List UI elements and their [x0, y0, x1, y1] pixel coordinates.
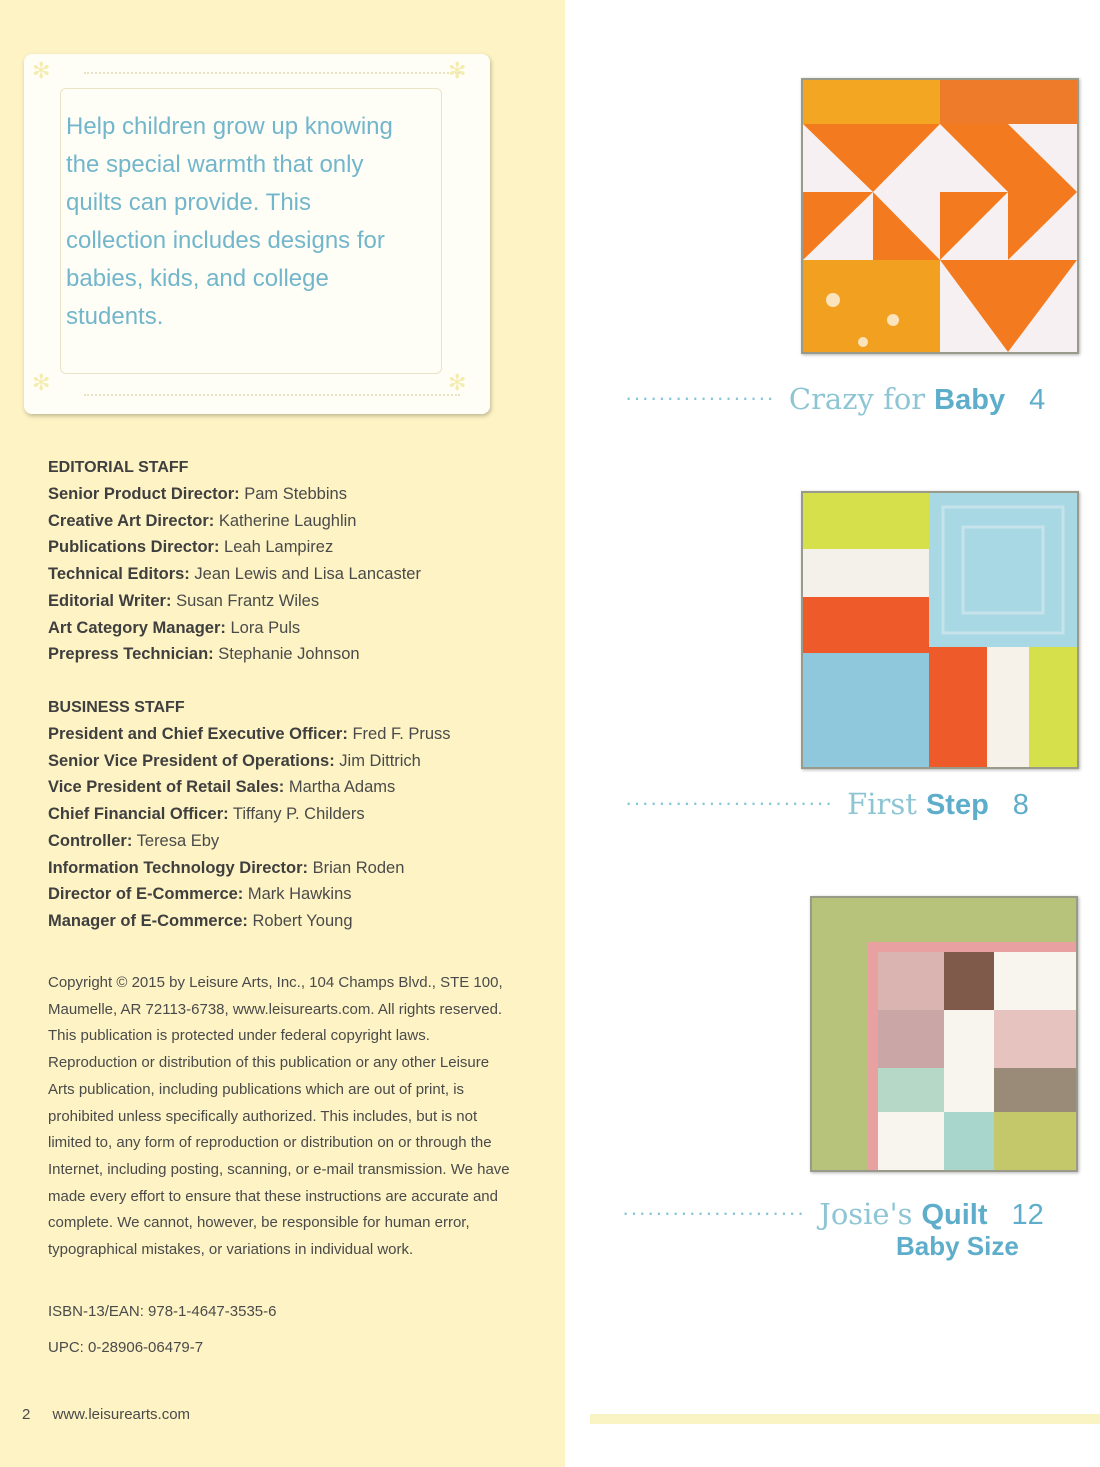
flower-icon: ✻ — [32, 58, 51, 83]
staff-row — [48, 828, 528, 855]
page-footer — [22, 1406, 190, 1423]
page-number: 2 — [22, 1406, 31, 1423]
staff-row — [48, 881, 528, 908]
staff-row — [48, 508, 528, 535]
staff-row — [48, 774, 528, 801]
staff-row — [48, 615, 528, 642]
flower-icon: ✻ — [448, 370, 467, 395]
contents-entry-josies-quilt[interactable] — [622, 1197, 1044, 1232]
staff-role: Editorial Writer: — [48, 591, 172, 610]
staff-name: Pam Stebbins — [244, 485, 347, 503]
staff-role: President and Chief Executive Officer: — [48, 725, 348, 743]
staff-row — [48, 748, 528, 775]
staff-role: Director of E-Commerce: — [48, 885, 244, 904]
staff-name: Fred F. Pruss — [352, 725, 451, 743]
intro-top-dotted-border — [84, 72, 460, 74]
intro-text: Help children grow up knowing the special warmth that only quilts can provide. This collection includes designs for babies, kids, and college students. — [66, 113, 393, 330]
quilt-image-josies-quilt — [810, 896, 1078, 1172]
staff-name: Jim Dittrich — [339, 751, 421, 770]
quilt-image-first-step — [801, 491, 1079, 769]
staff-row — [48, 721, 528, 748]
contents-entry-first-step[interactable] — [625, 787, 1029, 822]
staff-role: Chief Financial Officer: — [48, 805, 229, 824]
editorial-staff — [48, 455, 528, 668]
staff-role: Controller: — [48, 831, 133, 850]
entry-page-number: 8 — [1012, 789, 1029, 821]
staff-role: Information Technology Director: — [48, 858, 309, 877]
staff-role: Vice President of Retail Sales: — [48, 778, 285, 797]
business-staff — [48, 695, 528, 935]
staff-name: Mark Hawkins — [247, 885, 352, 904]
staff-row — [48, 855, 528, 882]
staff-name: Brian Roden — [312, 858, 405, 877]
leader-dots: ······················ — [622, 1200, 806, 1225]
quilt-image-crazy-for-baby — [801, 78, 1079, 354]
staff-name: Leah Lampirez — [224, 538, 334, 557]
leader-dots: ························· — [625, 790, 834, 815]
staff-row — [48, 481, 528, 508]
staff-name: Teresa Eby — [136, 831, 220, 850]
business-heading: BUSINESS STAFF — [48, 699, 185, 716]
staff-role: Prepress Technician: — [48, 645, 214, 664]
staff-role: Technical Editors: — [48, 565, 190, 584]
staff-row — [48, 588, 528, 615]
contents-entry-crazy-for-baby[interactable] — [625, 382, 1045, 417]
leader-dots: ·················· — [625, 385, 775, 410]
flower-icon: ✻ — [448, 58, 467, 83]
entry-title-bold: Step — [925, 789, 989, 821]
intro-bottom-dotted-border — [84, 394, 460, 396]
isbn: ISBN-13/EAN: 978-1-4647-3535-6 — [48, 1303, 277, 1320]
staff-role: Publications Director: — [48, 538, 220, 557]
entry-page-number: 12 — [1011, 1199, 1044, 1231]
staff-name: Stephanie Johnson — [218, 645, 360, 664]
staff-role: Creative Art Director: — [48, 511, 215, 530]
entry-title-light: Crazy for — [788, 382, 926, 416]
staff-name: Susan Frantz Wiles — [176, 591, 320, 610]
entry-title-bold: Quilt — [921, 1199, 988, 1231]
staff-row — [48, 908, 528, 935]
editorial-heading: EDITORIAL STAFF — [48, 459, 189, 476]
staff-row — [48, 641, 528, 668]
staff-role: Art Category Manager: — [48, 618, 226, 637]
entry-title-light: First — [847, 787, 917, 821]
footer-url[interactable]: www.leisurearts.com — [52, 1406, 191, 1423]
entry-title-light: Josie's — [819, 1197, 913, 1231]
upc: UPC: 0-28906-06479-7 — [48, 1339, 204, 1356]
staff-name: Martha Adams — [288, 778, 396, 797]
staff-name: Jean Lewis and Lisa Lancaster — [194, 565, 421, 584]
staff-row — [48, 801, 528, 828]
staff-name: Lora Puls — [230, 618, 301, 637]
bottom-decorative-bar — [590, 1414, 1100, 1424]
staff-role: Manager of E-Commerce: — [48, 911, 248, 930]
staff-row — [48, 561, 528, 588]
copyright-notice: Copyright © 2015 by Leisure Arts, Inc., 104 Champs Blvd., STE 100, Maumelle, AR 72113-6738, www.leisurearts.com. All rights reserved. This publication is protected under federal copyright laws. Reproduction or distribution of this publication or any other Leisure Arts publication, including publications which are out of print, is prohibited unless specifically authorized. This includes, but is not limited to, any form of reproduction or distribution on or through the Internet, including posting, scanning, or e-mail transmission. We have made every effort to ensure that these instructions are accurate and complete. We cannot, however, be responsible for human error, typographical mistakes, or variations in individual work. — [48, 974, 510, 1259]
staff-name: Tiffany P. Childers — [232, 805, 365, 824]
entry-subtitle: Baby Size — [896, 1231, 1019, 1261]
staff-role: Senior Vice President of Operations: — [48, 751, 335, 770]
staff-name: Robert Young — [252, 911, 353, 930]
staff-role: Senior Product Director: — [48, 485, 240, 503]
entry-page-number: 4 — [1029, 384, 1046, 416]
staff-name: Katherine Laughlin — [218, 511, 357, 530]
staff-row — [48, 534, 528, 561]
entry-title-bold: Baby — [934, 384, 1006, 416]
flower-icon: ✻ — [32, 370, 51, 395]
